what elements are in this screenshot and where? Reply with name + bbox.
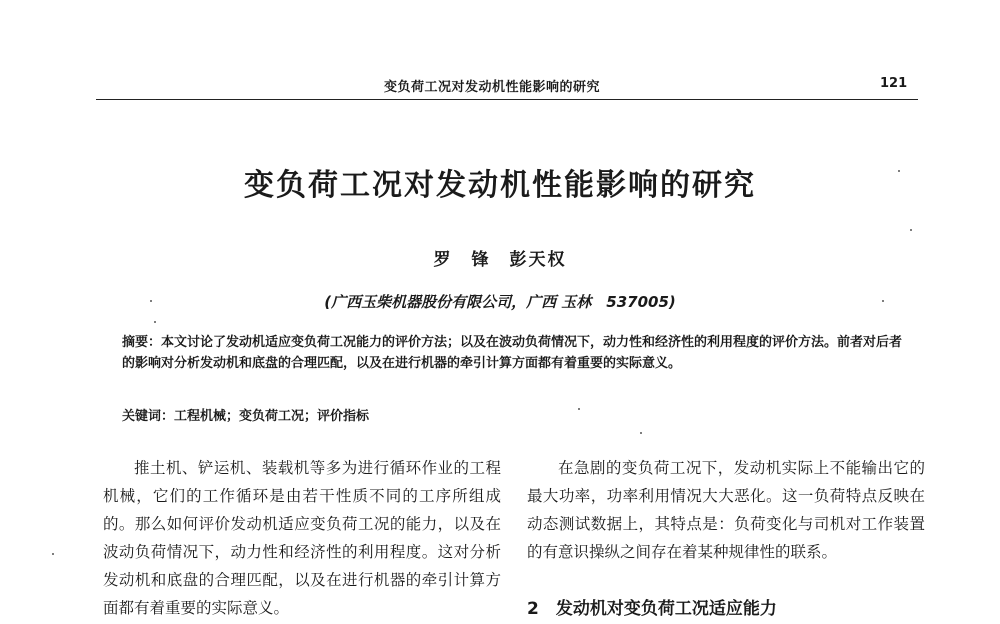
scan-speck: [150, 300, 152, 302]
running-head: 变负荷工况对发动机性能影响的研究: [384, 80, 601, 95]
scan-speck: [910, 229, 912, 231]
scan-speck: [882, 300, 884, 302]
left-paragraph: 推土机、铲运机、装载机等多为进行循环作业的工程机械，它们的工作循环是由若干性质不同的工序所组成的。那么如何评价发动机适应变负荷工况的能力，以及在波动负荷情况下，动力性和经济性的利用程度。这对分析发动机和底盘的合理匹配，以及在进行机器的牵引计算方面都有着重要的实际意义。: [103, 459, 501, 617]
abstract: [122, 332, 906, 374]
scan-speck: [154, 321, 156, 323]
scan-speck: [578, 408, 580, 410]
header-rule: [96, 99, 918, 100]
section-heading: 2 发动机对变负荷工况适应能力: [527, 599, 777, 619]
right-paragraph: 在急剧的变负荷工况下，发动机实际上不能输出它的最大功率，功率利用情况大大恶化。这一负荷特点反映在动态测试数据上，其特点是：负荷变化与司机对工作装置的有意识操纵之间存在着某种规律性的联系。: [527, 459, 925, 561]
article-affiliation: (广西玉柴机器股份有限公司，广西 玉林 537005): [324, 293, 676, 311]
right-column: [527, 454, 925, 566]
page-number: 121: [880, 76, 908, 91]
left-column: [103, 454, 501, 622]
keywords-label: 关键词：: [122, 409, 175, 424]
keywords: [122, 405, 906, 424]
article-title: 变负荷工况对发动机性能影响的研究: [244, 168, 756, 203]
abstract-text: 本文讨论了发动机适应变负荷工况能力的评价方法；以及在波动负荷情况下，动力性和经济性的利用程度的评价方法。前者对后者的影响对分析发动机和底盘的合理匹配，以及在进行机器的牵引计算方面都有着重要的实际意义。: [122, 335, 903, 371]
scan-speck: [898, 170, 900, 172]
article-authors: 罗 锋 彭天权: [433, 250, 567, 270]
abstract-label: 摘要：: [122, 335, 162, 350]
keywords-text: 工程机械；变负荷工况；评价指标: [174, 409, 370, 424]
scan-speck: [52, 553, 54, 555]
scan-speck: [640, 432, 642, 434]
